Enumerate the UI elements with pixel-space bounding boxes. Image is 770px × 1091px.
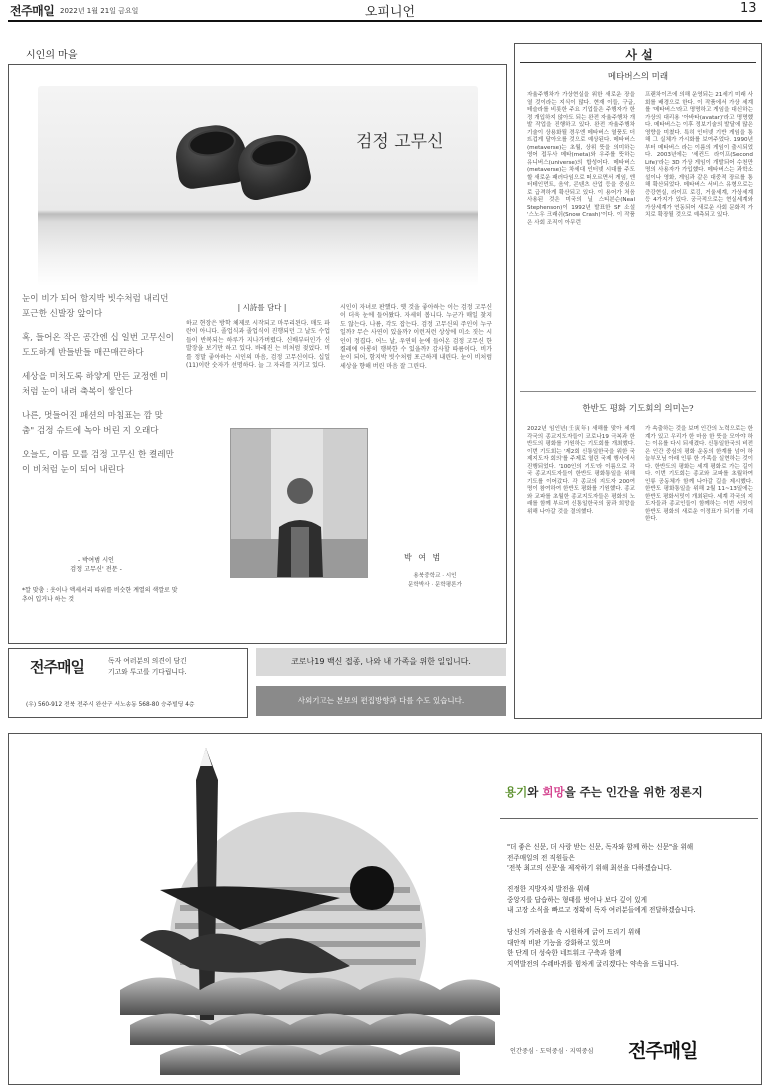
- ad-headline: [505, 784, 703, 800]
- contribution-text: [108, 656, 228, 678]
- poem-stanza: 혹, 들어온 작은 공간엔 십 일번 고무신이 도도하게 반들반들 매끈매끈하다: [22, 333, 174, 358]
- ad-line: 전주매일의 전 직원들은: [507, 853, 575, 862]
- covid-banner: 코로나19 백신 접종, 나와 내 가족을 위한 일입니다.: [256, 648, 506, 676]
- writer-affiliation-line: 문학박사 · 문학평론가: [408, 582, 462, 588]
- editorial-1-column-a: 자율주행차가 가상현실을 위한 새로운 장을 열 것이라는 지식이 많다. 현재 이들, 구글, 테슬라를 비롯한 주요 기업들은 주행자가 한정 개입하지 않아도 되는 완전 자율주행차 개발 작업을 진행하고 있다. 완전 자율주행차 기술이 상용화될 경우엔 메타버스 열풍도 더 뜨겁게 달아오를 것으로 예상된다. 메타버스(metaverse)는 초월, 상위 뜻을 의미하는 영어 접두사 메타(meta)와 우주를 뜻하는 유니버스(universe)의 합성어다. 메타버스(metaverse)는 차세대 인터넷 시대를 주도할 새로운 패러다임으로 떠오르면서 게임, 엔터테인먼트, 음악, 콘텐츠 산업 등을 중심으로 급격하게 확산되고 있다. 이 용어가 처음 사용된 것은 미국의 닐 스티븐슨(Neal Stephenson)이 1992년 발표한 SF 소설 '스노우 크래쉬(Snow Crash)'이다. 이 작품은 사회 조직이 아무런: [527, 92, 635, 226]
- ship-pen-illustration-icon: [120, 740, 500, 1080]
- poem-footnote: *깔 맞춤 : 옷이나 액세서리 따위를 비슷한 계열의 색깔로 맞추어 입거나 하는 것: [22, 587, 178, 603]
- masthead: 전주매일: [10, 4, 55, 18]
- ad-headline-green: 용기: [505, 785, 528, 799]
- issue-date: 2022년 1월 21일 금요일: [60, 7, 139, 15]
- editorial-divider: [520, 391, 756, 392]
- ad-line: 대안적 비판 기능을 강화하고 있으며: [507, 938, 611, 947]
- writer-photo: [230, 428, 368, 578]
- ad-line: 당신의 가려움을 속 시원하게 긁어 드리기 위해: [507, 928, 641, 936]
- editorial-2-column-a: 2022년 임인년(壬寅年) 새해를 맞아 세계 각국의 종교지도자들이 코로나19 극복과 한반도의 평화를 기원하는 기도회를 개최했다. 이번 기도회는 '제2회 신통일한국을 위한 국제지도자 회의'를 주제로 열린 국제 행사에서 진행되었다. '100인의 기도'라 이름으로 각국 종교지도자들이 한반도 평화통일을 위해 기도를 이어갔다. 각 종교의 지도자 200여 명이 참여하여 한반도 평화를 기원했다. 종교와 교파를 초월한 종교지도자들은 평화의 노래를 함께 부르며 신통일한국의 꿈과 희망을 위해 나아갈 것을 결의했다.: [527, 426, 635, 515]
- ad-line: 지역발전의 수레바퀴를 힘차게 굴리겠다는 약속을 드립니다.: [507, 959, 679, 968]
- ad-line: 내 고장 소식을 빠르고 정확히 독자 여러분들에게 전달하겠습니다.: [507, 906, 696, 914]
- ad-line: 중앙지를 답습하는 형태를 벗어나 보다 깊이 있게: [507, 895, 647, 904]
- ad-line: 한 단계 더 성숙한 네트워크 구축과 함께: [507, 949, 622, 957]
- ad-line: "더 좋은 신문, 더 사랑 받는 신문, 독자와 함께 하는 신문"을 위해: [507, 843, 694, 851]
- ad-slogan: 인간중심 · 도덕중심 · 지역중심: [510, 1048, 594, 1055]
- ad-logo: 전주매일: [628, 1040, 698, 1062]
- column-heading: | 시詩를 담다 |: [237, 303, 287, 312]
- page-number: 13: [740, 1, 757, 16]
- ad-headline-text: 을 주는 인간을 위한 정론지: [564, 785, 703, 799]
- disclaimer-banner: 사외기고는 본보의 편집방향과 다를 수도 있습니다.: [256, 686, 506, 716]
- ad-line: 진정한 지방자치 발전을 위해: [507, 885, 590, 893]
- person-icon: [231, 429, 368, 578]
- writer-affiliation: [390, 572, 480, 590]
- poem-body: [22, 292, 174, 487]
- poem-stanza: 세상을 미처도록 하얗게 만든 교정엔 미처럼 눈이 내려 축복이 쌓인다: [22, 372, 169, 397]
- poem-attribution: [40, 556, 152, 574]
- editorial-1-column-b: 프랜차이즈에 의해 운영되는 21세기 미래 사회를 배경으로 한다. 이 작품에서 가상 세계를 '메타버스'라고 명명하고 게임을 대신하는 가상의 대리용 '아바타(avatar)'라고 명명했다. 메타버스는 이후 정보기술의 발달에 많은 영향을 미쳤다. 특히 인터넷 기반 게임을 통해 그 실체가 가시화를 보여주었다. 1990년부터 메타버스 라는 이름의 게임이 출시되었다. 2003년에는 '세컨드 라이프(Second Life)'라는 3D 가상 게임이 개발되어 수천만 명의 사용자가 가입했다. 메타버스는 과학소설이나 영화, 게임과 같은 대중적 장르를 통해 확산되었다. 메타버스 서비스 유형으로는 증강현실, 라이프 로깅, 거울세계, 가상세계 등 4가지가 있다. 궁극적으로는 현실세계와 가상세계가 연동되어 새로운 사회 문화적 가치로 확장될 것으로 예측되고 있다.: [645, 92, 753, 218]
- editorial-2-column-b: 가 속출하는 것을 보며 인간의 노력으로는 한계가 있고 우리가 한 마음 한 뜻을 모아야 하는 이유를 다시 되새겼다. 신통일한국의 비전은 인간 중심의 평화 운동의 한계를 넘어 하늘부모님 아래 인류 한 가족을 실현하는 것이다. 한반도의 평화는 세계 평화로 가는 길이다. 이번 기도회는 종교와 교파를 초월하여 인류 공동체가 함께 나아갈 길을 제시했다. 한반도 평화통일을 위해 2월 11~13일에는 한반도 평화서밋이 개최된다. 세계 각국의 지도자들과 종교인들이 함께하는 이번 서밋이 한반도 평화의 새로운 이정표가 되기를 기대한다.: [645, 426, 753, 522]
- poem-stanza: 눈이 비가 되어 함지박 빗수처럼 내리던 포근한 신발장 앞이다: [22, 294, 169, 319]
- ad-line: '전북 최고의 신문'을 제작하기 위해 최선을 다하겠습니다.: [507, 864, 672, 872]
- editorial-headline-1: 메타버스의 미래: [607, 72, 669, 82]
- photo-title: 검정 고무신: [356, 132, 444, 152]
- poem-author-line: - 박여범 시인: [77, 557, 115, 564]
- poem-stanza: 오늘도, 이름 모를 검정 고무신 한 켤레만이 비처럼 눈이 되어 내린다: [22, 450, 174, 475]
- contribution-address: (우) 560-912 전북 전주시 완산구 서노송동 568-80 승주빌딩 4층: [26, 702, 195, 708]
- ad-paragraph-1: [507, 842, 757, 874]
- editorial-title: 사 설: [625, 48, 653, 62]
- poem-section-heading: 시인의 마을: [26, 50, 78, 61]
- ad-headline-text: 와: [527, 785, 543, 799]
- contribution-text-line: 기고와 투고를 기다립니다.: [108, 668, 187, 676]
- ad-paragraph-3: [507, 927, 757, 969]
- ad-headline-pink: 희망: [542, 785, 565, 799]
- editorial-rule: [520, 62, 756, 63]
- writer-name: 박 여 범: [404, 553, 443, 562]
- poem-source-line: 검정 고무신' 전문 -: [70, 566, 122, 573]
- poem-stanza: 나른, 멋들어진 패션의 마침표는 깜 맞춤" 검정 슈트에 녹아 버린 지 오래다: [22, 411, 163, 436]
- writer-affiliation-line: 용북중학교 · 시인: [413, 573, 457, 579]
- ad-paragraph-2: [507, 884, 757, 916]
- rubber-shoes-photo: [38, 86, 478, 286]
- section-title: 오피니언: [364, 5, 416, 20]
- column-text-2: 시인이 자녀로 판했다. 옛 것을 좋아하는 이는 검정 고무신이 더욱 눈에 들어왔다. 자세히 봅니다. 누군가 매일 찾지도 않는다. 나름, 각도 잡는다. 검정 고무신의 주인이 누구일까? 무슨 사연이 있을까? 이런저런 상상에 미소 짓는 시인이 정겹다. 어느 날, 우연히 눈에 들어온 검정 고무신 한 켤레에 아롱히 행복한 수 있을까? 감사할 따름이다. 비가 눈이 되어, 함지박 빗수처럼 포근하게 내린다. 눈이 비처럼 세상을 향해 버린 마음 잘 그린다.: [340, 304, 492, 370]
- header-rule: [8, 20, 762, 22]
- editorial-headline-2: 한반도 평화 기도회의 의미는?: [582, 404, 694, 414]
- column-text-1: 하교 현장은 방학 체제로 시작되고 마무리된다. 매도 파란이 아니다. 졸업식과 졸업식이 진행되던 그 날도 수업들이 반복되는 하루가 지나가버렸다. 신배부터인가 신발장을 보기만 하고 있다. 바래진 는 비처럼 젖었다. 비를 정말 좋아하는 시인의 마음, 검정 고무신이다. 십일(11)이란 숫자가 선명하다. 늘 그 자리를 지키고 있다.: [186, 320, 330, 370]
- ad-rule: [500, 818, 758, 819]
- contribution-logo: 전주매일: [30, 658, 84, 676]
- contribution-text-line: 독자 여러분의 의견이 담긴: [108, 657, 187, 665]
